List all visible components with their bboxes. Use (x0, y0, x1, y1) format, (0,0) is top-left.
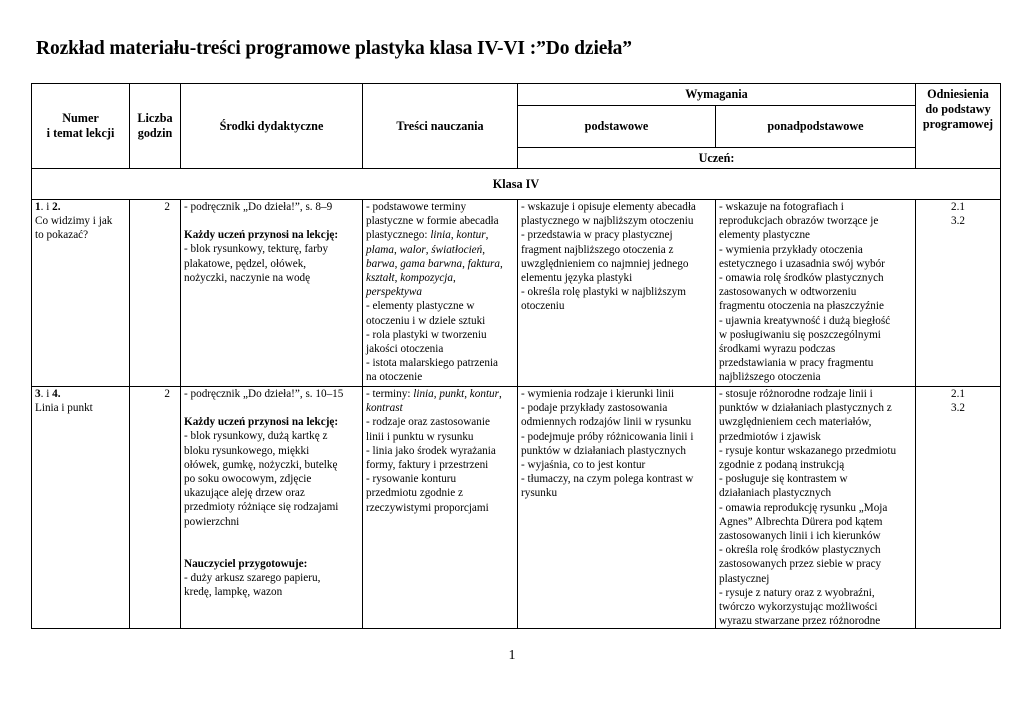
ponad-line: zastosowanych w odtworzeniu (719, 286, 857, 299)
header-ponadpodstawowe: ponadpodstawowe (716, 106, 916, 148)
ponad-line: elementy plastyczne (719, 229, 811, 242)
podstawowe-line: odmiennych rodzajów linii w rysunku (521, 416, 692, 429)
tresci-line: barwa, gama barwna, faktura, (366, 257, 503, 270)
ponad-line: - omawia rolę środków plastycznych (719, 272, 884, 285)
tresci-line: kształt, kompozycja, (366, 272, 456, 285)
srodki-item: kredę, lampkę, wazon (184, 586, 283, 599)
header-tresci: Treści nauczania (363, 84, 518, 169)
lesson-references (916, 200, 1001, 387)
srodki-teacher-heading: Nauczyciel przygotowuje: (184, 557, 308, 570)
ponad-line: - określa rolę środków plastycznych (719, 544, 881, 557)
tresci-line: - rodzaje oraz zastosowanie (366, 416, 490, 429)
srodki-item: - duży arkusz szarego papieru, (184, 572, 321, 585)
podstawowe-line: punktów w działaniach plastycznych (521, 444, 686, 457)
header-podstawowe: podstawowe (518, 106, 716, 148)
tresci-line: formy, faktury i przestrzeni (366, 459, 489, 472)
ponad-line: najbliższego otoczenia (719, 371, 821, 384)
reference-code: 2.1 (951, 388, 965, 400)
srodki-item: plakatowe, pędzel, ołówek, (184, 257, 307, 270)
lesson-number-topic (32, 200, 130, 387)
ponad-line: przedmiotów i zjawisk (719, 430, 821, 443)
ponad-line: estetycznego i uzasadnia swój wybór (719, 257, 885, 270)
header-srodki: Środki dydaktyczne (181, 84, 363, 169)
curriculum-table (31, 83, 1001, 629)
header-numer-line1: Numer (62, 111, 99, 125)
ponad-line: fragmentu otoczenia na płaszczyźnie (719, 300, 884, 313)
tresci-line: plastycznego: linia, kontur, (366, 229, 489, 242)
podstawowe-line: - wyjaśnia, co to jest kontur (521, 459, 646, 472)
header-wymagania: Wymagania (518, 84, 916, 106)
ponad-line: punktów w działaniach plastycznych z (719, 402, 892, 415)
header-numer-line2: i temat lekcji (46, 126, 115, 140)
ponad-line: - wymienia przykłady otoczenia (719, 243, 863, 256)
reference-code: 3.2 (951, 215, 965, 228)
srodki-textbook: - podręcznik „Do dzieła!”, s. 10–15 (184, 388, 344, 400)
lesson-topic-line: Co widzimy i jak (35, 215, 113, 228)
header-uczen: Uczeń: (518, 148, 916, 169)
podstawowe-line: uwzględnieniem co najmniej jednego (521, 257, 689, 270)
srodki-item: po soku owocowym, zdjęcie (184, 473, 312, 486)
tresci-line: - elementy plastyczne w (366, 300, 475, 313)
ponad-line: zastosowanych przez siebie w pracy (719, 558, 882, 571)
lesson-topic-line: Linia i punkt (35, 402, 93, 415)
tresci-line: linii i punktu w rysunku (366, 430, 474, 443)
header-liczba-line1: Liczba (137, 111, 173, 125)
lesson-hours: 2 (130, 200, 181, 387)
ponad-line: reprodukcjach obrazów tworzące je (719, 215, 879, 228)
ponad-line: w posługiwaniu się poszczególnymi (719, 328, 881, 341)
ponad-line: - rysuje z natury oraz z wyobraźni, (719, 586, 875, 599)
tresci-line: rzeczywistymi proporcjami (366, 501, 489, 514)
ponad-line: uwzględnieniem cech materiałów, (719, 416, 872, 429)
header-odniesienia (916, 84, 1001, 169)
podstawowe-line: - tłumaczy, na czym polega kontrast w (521, 473, 694, 486)
srodki-item: nożyczki, naczynie na wodę (184, 271, 311, 284)
srodki-heading: Każdy uczeń przynosi na lekcję: (184, 229, 339, 242)
tresci-line: kontrast (366, 402, 403, 415)
lesson-topic-line: to pokazać? (35, 229, 89, 242)
lesson-srodki (181, 387, 363, 629)
tresci-line: otoczeniu i w dziele sztuki (366, 314, 486, 327)
podstawowe-line: - wskazuje i opisuje elementy abecadła (521, 201, 696, 213)
podstawowe-line: fragment najbliższego otoczenia z (521, 243, 674, 256)
tresci-line: - linia jako środek wyrażania (366, 444, 496, 457)
srodki-heading: Każdy uczeń przynosi na lekcję: (184, 416, 339, 429)
lesson-srodki (181, 200, 363, 387)
header-odniesienia-line1: Odniesienia (927, 87, 989, 101)
tresci-line: jakości otoczenia (366, 343, 444, 356)
ponad-line: plastycznej (719, 572, 770, 585)
podstawowe-line: - przedstawia w pracy plastycznej (521, 229, 673, 242)
reference-code: 2.1 (951, 201, 965, 213)
podstawowe-line: otoczeniu (521, 300, 565, 313)
ponad-line: Agnes” Albrechta Dürera pod kątem (719, 515, 883, 528)
lesson-ponadpodstawowe (716, 200, 916, 387)
ponad-line: - rysuje kontur wskazanego przedmiotu (719, 444, 897, 457)
ponad-line: zastosowanych linii i ich kierunków (719, 530, 881, 543)
tresci-line: - podstawowe terminy (366, 201, 467, 213)
ponad-line: środkami wyrazu podczas (719, 343, 836, 356)
tresci-line: perspektywa (366, 286, 422, 299)
lesson-podstawowe (518, 387, 716, 629)
srodki-item: powierzchni (184, 515, 240, 528)
ponad-line: zgodnie z podaną instrukcją (719, 459, 845, 472)
srodki-item: ołówek, gumkę, nożyczki, butelkę (184, 458, 338, 471)
header-liczba (130, 84, 181, 169)
ponad-line: - stosuje różnorodne rodzaje linii i (719, 388, 873, 400)
podstawowe-line: plastycznego w najbliższym otoczeniu (521, 215, 694, 228)
tresci-line: - istota malarskiego patrzenia (366, 357, 499, 370)
podstawowe-line: - określa rolę plastyki w najbliższym (521, 286, 686, 299)
reference-code: 3.2 (951, 402, 965, 415)
ponad-line: wyrazu stwarzane przez różnorodne (719, 615, 881, 628)
ponad-line: - wskazuje na fotografiach i (719, 201, 844, 213)
header-liczba-line2: godzin (137, 126, 173, 140)
header-odniesienia-line2: do podstawy (925, 102, 991, 116)
tresci-line: na otoczenie (366, 371, 423, 384)
ponad-line: - posługuje się kontrastem w (719, 473, 848, 486)
tresci-line: plastyczne w formie abecadła (366, 215, 499, 228)
lesson-podstawowe (518, 200, 716, 387)
lesson-references (916, 387, 1001, 629)
podstawowe-line: elementu języka plastyki (521, 272, 633, 285)
podstawowe-line: - podaje przykłady zastosowania (521, 402, 668, 415)
document-title: Rozkład materiału-treści programowe plastyka klasa IV-VI :”Do dzieła” (36, 38, 632, 59)
table-row (32, 387, 1001, 629)
lesson-tresci (363, 387, 518, 629)
lesson-number: 3. i 4. (35, 388, 61, 400)
srodki-item: przedmioty różniące się rodzajami (184, 501, 339, 514)
srodki-textbook: - podręcznik „Do dzieła!”, s. 8–9 (184, 201, 333, 213)
lesson-hours: 2 (130, 387, 181, 629)
lesson-ponadpodstawowe (716, 387, 916, 629)
tresci-line: - terminy: linia, punkt, kontur, (366, 388, 502, 400)
lesson-tresci (363, 200, 518, 387)
ponad-line: - ujawnia kreatywność i dużą biegłość (719, 314, 891, 327)
ponad-line: przedstawiania w pracy fragmentu (719, 357, 874, 370)
tresci-line: przedmiotu zgodnie z (366, 487, 463, 500)
header-numer (32, 84, 130, 169)
tresci-line: - rysowanie konturu (366, 473, 457, 486)
page-number: 1 (508, 648, 516, 663)
ponad-line: - omawia reprodukcję rysunku „Moja (719, 501, 888, 514)
ponad-line: twórczo wykorzystując możliwości (719, 601, 878, 614)
podstawowe-line: - wymienia rodzaje i kierunki linii (521, 388, 675, 400)
srodki-item: - blok rysunkowy, dużą kartkę z (184, 430, 328, 443)
srodki-item: ukazujące aleję drzew oraz (184, 487, 305, 500)
lesson-number: 1. i 2. (35, 201, 61, 213)
ponad-line: działaniach plastycznych (719, 487, 832, 500)
table-row (32, 200, 1001, 387)
srodki-item: - blok rysunkowy, tekturę, farby (184, 243, 329, 256)
srodki-item: bloku rysunkowego, miękki (184, 444, 310, 457)
class-label: Klasa IV (32, 169, 1001, 200)
tresci-line: - rola plastyki w tworzeniu (366, 328, 487, 341)
header-odniesienia-line3: programowej (922, 117, 994, 131)
lesson-number-topic (32, 387, 130, 629)
tresci-line: plama, walor, światłocień, (366, 243, 486, 256)
podstawowe-line: rysunku (521, 487, 558, 500)
podstawowe-line: - podejmuje próby różnicowania linii i (521, 430, 694, 443)
